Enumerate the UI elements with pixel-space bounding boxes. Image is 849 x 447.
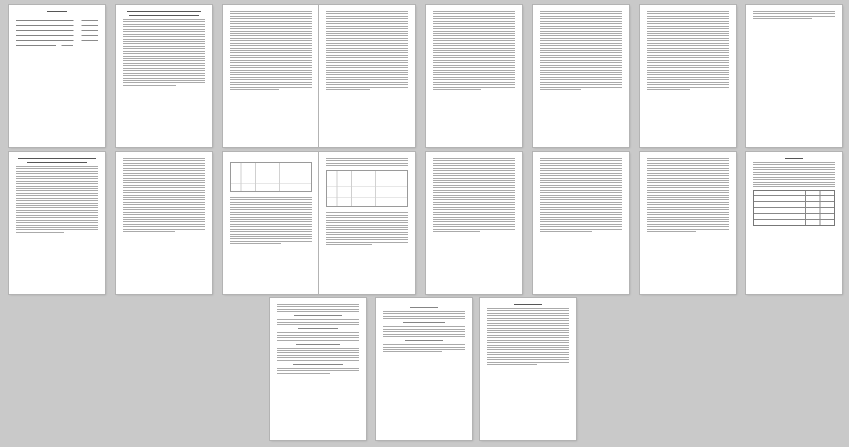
page-thumbnail-11[interactable] [223,152,319,294]
page-thumbnail-5[interactable] [426,5,522,147]
page-thumbnail-7[interactable] [640,5,736,147]
figure-placeholder [230,162,312,192]
page-thumbnail-17[interactable] [270,298,366,440]
page-thumbnail-4[interactable] [319,5,415,147]
page-thumbnail-13[interactable] [426,152,522,294]
contents-title [47,11,67,12]
page-thumbnail-10[interactable] [116,152,212,294]
page-thumbnail-8[interactable] [746,5,842,147]
page-thumbnail-1[interactable] [9,5,105,147]
page-thumbnail-15[interactable] [640,152,736,294]
page-thumbnail-9[interactable] [9,152,105,294]
page-thumbnail-18[interactable] [376,298,472,440]
table-placeholder [753,190,835,226]
page-thumbnail-19[interactable] [480,298,576,440]
page-thumbnail-6[interactable] [533,5,629,147]
diagram-placeholder [326,170,408,207]
page-thumbnail-2[interactable] [116,5,212,147]
page-thumbnail-14[interactable] [533,152,629,294]
page-thumbnail-12[interactable] [319,152,415,294]
page-thumbnail-3[interactable] [223,5,319,147]
page-thumbnail-16[interactable] [746,152,842,294]
